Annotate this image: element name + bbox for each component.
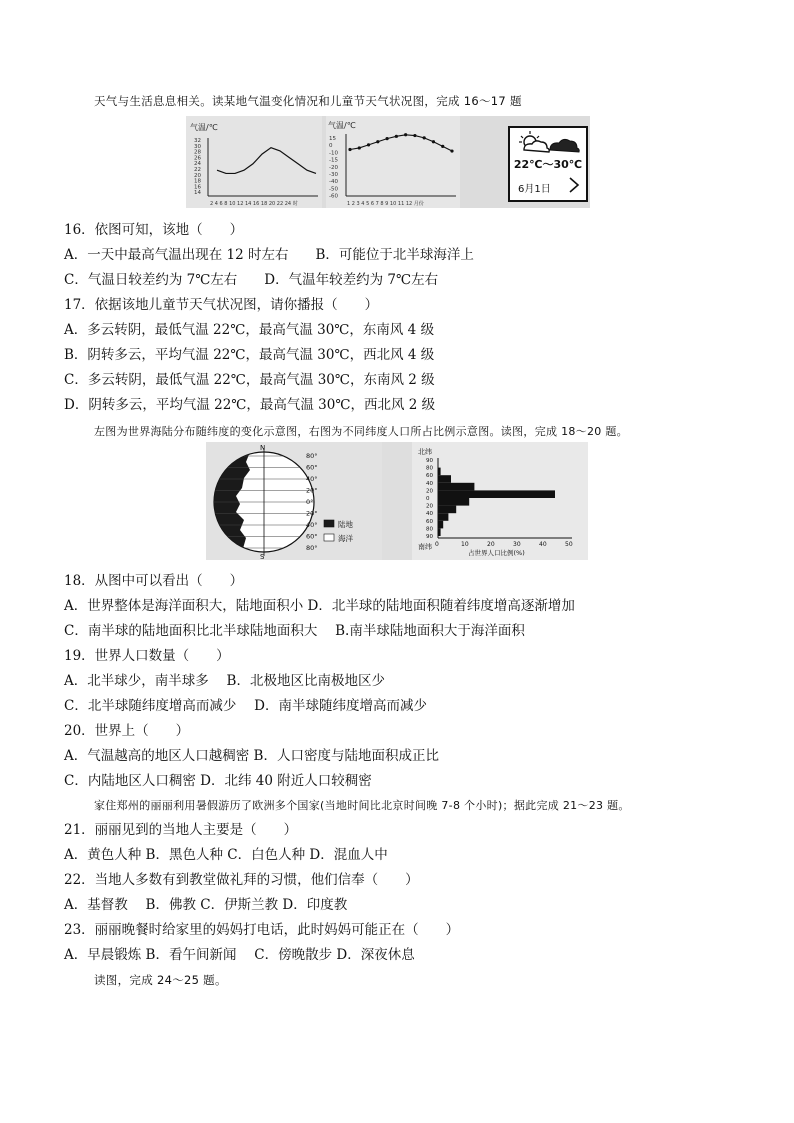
daily-chart-ytick: 16 [194,184,201,191]
annual-temperature-point [348,148,351,151]
legend-ocean-label: 海洋 [338,534,353,543]
latitude-tick: 60 [426,473,433,480]
population-bar [438,498,469,506]
daily-temperature-chart [186,116,322,208]
population-by-latitude-chart [412,442,588,560]
question-19-stem: 19．世界人口数量（ ） [64,648,230,664]
daily-chart-xticks: 2 4 6 8 10 12 14 16 18 20 22 24 时 [210,201,298,207]
latitude-tick: 80 [426,465,433,472]
latitude-label: 60° [306,532,318,541]
population-bar [438,483,474,491]
question-17-option-c: C．多云转阴，最低气温 22℃，最高气温 30℃，东南风 2 级 [64,372,435,388]
question-18-stem: 18．从图中可以看出（ ） [64,573,244,589]
population-bar [438,506,456,514]
weather-date: 6月1日 [518,184,551,195]
question-17-option-d: D．阴转多云，平均气温 22℃，最高气温 30℃，西北风 2 级 [64,397,436,413]
question-20-options-ab: A．气温越高的地区人口越稠密 B．人口密度与陆地面积成正比 [64,748,439,764]
question-20-stem: 20．世界上（ ） [64,723,190,739]
latitude-label: 20° [306,509,318,518]
latitude-tick: 80 [426,526,433,533]
annual-chart-ytick: -20 [329,164,338,171]
question-17-stem: 17．依据该地儿童节天气状况图，请你播报（ ） [64,297,379,313]
annual-chart-ytick: -50 [329,186,338,193]
annual-chart-ytick: -30 [329,172,338,178]
daily-chart-ytick: 14 [194,190,201,197]
latitude-tick: 40 [426,511,433,518]
daily-chart-ytick: 26 [194,155,201,162]
latitude-label: 80° [306,544,318,552]
annual-temperature-point [441,145,444,148]
latitude-label: 40° [306,521,318,529]
daily-chart-ytick: 22 [194,167,201,173]
latitude-tick: 20 [426,503,433,510]
weather-temperature-range: 22℃～30℃ [513,158,583,171]
question-19-options-ab: A．北半球少，南半球多 B．北极地区比南极地区少 [64,673,385,689]
annual-temperature-point [432,140,435,143]
instruction-21-23: 家住郑州的丽丽利用暑假游历了欧洲多个国家(当地时间比北京时间晚 7-8 个小时)；据此完成 21～23 题。 [94,799,630,812]
annual-chart-ytick: 0 [329,143,333,150]
latitude-label: 40° [306,475,318,483]
annual-temperature-point [413,134,416,137]
figure-temperature-charts [186,116,590,208]
annual-chart-ylabel: 气温/℃ [328,121,356,130]
question-22-options: A．基督教 B．佛教 C．伊斯兰教 D．印度教 [64,897,348,913]
north-latitude-label: 北纬 [418,448,432,456]
latitude-tick: 60 [426,518,433,525]
population-bar [438,490,555,498]
annual-temperature-point [358,146,361,149]
question-16-options-ab: A．一天中最高气温出现在 12 时左右 B．可能位于北半球海洋上 [64,247,474,263]
annual-temperature-point [423,136,426,139]
latitude-tick: 90 [426,534,433,540]
land-ocean-distribution-globe [206,442,382,560]
cloudy-to-overcast-icon [510,128,586,156]
population-bar [438,528,441,536]
question-16-stem: 16．依图可知，该地（ ） [64,222,244,238]
latitude-tick: 20 [426,488,433,495]
question-19-options-cd: C．北半球随纬度增高而减少 D．南半球随纬度增高而减少 [64,698,427,714]
annual-chart-ytick: -40 [329,179,338,186]
instruction-16-17: 天气与生活息息相关。读某地气温变化情况和儿童节天气状况图，完成 16～17 题 [94,94,522,108]
population-xtick: 50 [565,541,573,548]
population-bar [438,513,448,521]
population-bar [438,468,441,476]
population-xtick: 30 [513,541,521,548]
question-21-options: A．黄色人种 B．黑色人种 C．白色人种 D．混血人中 [64,847,388,863]
question-22-stem: 22．当地人多数有到教堂做礼拜的习惯，他们信奉（ ） [64,872,419,888]
population-xtick: 40 [539,541,547,548]
legend-ocean-swatch [324,534,334,541]
daily-chart-ytick: 18 [194,178,201,185]
latitude-tick: 90 [426,458,433,464]
annual-temperature-point [450,149,453,152]
annual-temperature-point [367,143,370,146]
question-21-stem: 21．丽丽见到的当地人主要是（ ） [64,822,298,838]
south-latitude-label: 南纬 [418,543,432,551]
latitude-label: 20° [306,486,318,495]
instruction-24-25: 读图，完成 24～25 题。 [94,973,227,987]
legend-land-label: 陆地 [338,520,353,529]
instruction-18-20: 左图为世界海陆分布随纬度的变化示意图，右图为不同纬度人口所占比例示意图。读图，完成 18～20 题。 [94,425,628,438]
population-xtick: 0 [435,541,439,548]
daily-chart-ytick: 20 [194,172,201,179]
annual-temperature-point [376,140,379,143]
annual-temperature-point [404,133,407,136]
question-16-options-cd: C．气温日较差约为 7℃左右 D．气温年较差约为 7℃左右 [64,272,439,288]
latitude-label: 0° [306,498,314,506]
annual-chart-xticks: 1 2 3 4 5 6 7 8 9 10 11 12 月份 [347,201,424,207]
latitude-tick: 0 [426,496,430,502]
population-bar [438,475,451,483]
question-17-option-a: A．多云转阴，最低气温 22℃，最高气温 30℃，东南风 4 级 [64,322,435,338]
question-18-options-line1: A．世界整体是海洋面积大，陆地面积小 D．北半球的陆地面积随着纬度增高逐渐增加 [64,598,575,614]
annual-chart-ytick: -15 [329,157,338,164]
wind-symbol-icon [568,176,582,194]
north-pole-label: N [260,444,266,452]
annual-temperature-chart [326,116,460,208]
annual-chart-ytick: -10 [329,150,338,157]
population-chart-xlabel: 占世界人口比例(%) [468,549,525,557]
annual-temperature-point [395,135,398,138]
latitude-tick: 40 [426,480,433,487]
question-17-option-b: B．阴转多云，平均气温 22℃，最高气温 30℃，西北风 4 级 [64,347,435,363]
daily-chart-ytick: 32 [194,138,201,144]
legend-land-swatch [324,520,334,527]
latitude-label: 60° [306,463,318,472]
question-23-stem: 23．丽丽晚餐时给家里的妈妈打电话，此时妈妈可能正在（ ） [64,922,460,938]
question-20-options-cd: C．内陆地区人口稠密 D．北纬 40 附近人口较稠密 [64,773,372,789]
children-day-weather-card [508,126,588,202]
question-18-options-line2: C．南半球的陆地面积比北半球陆地面积大 B.南半球陆地面积大于海洋面积 [64,623,525,639]
daily-chart-ylabel: 气温/℃ [190,123,218,132]
south-pole-label: S [260,553,265,560]
population-bar [438,521,443,529]
question-23-options: A．早晨锻炼 B．看午间新闻 C．傍晚散步 D．深夜休息 [64,947,415,963]
annual-chart-ytick: -60 [329,193,338,200]
daily-chart-ytick: 24 [194,161,201,168]
population-xtick: 20 [487,541,495,548]
daily-chart-ytick: 30 [194,143,201,150]
population-xtick: 10 [461,541,469,548]
daily-chart-ytick: 28 [194,149,201,156]
figure-land-ocean-population [206,442,588,560]
annual-chart-ytick: 15 [329,136,336,142]
latitude-label: 80° [306,452,318,460]
annual-temperature-point [385,137,388,140]
